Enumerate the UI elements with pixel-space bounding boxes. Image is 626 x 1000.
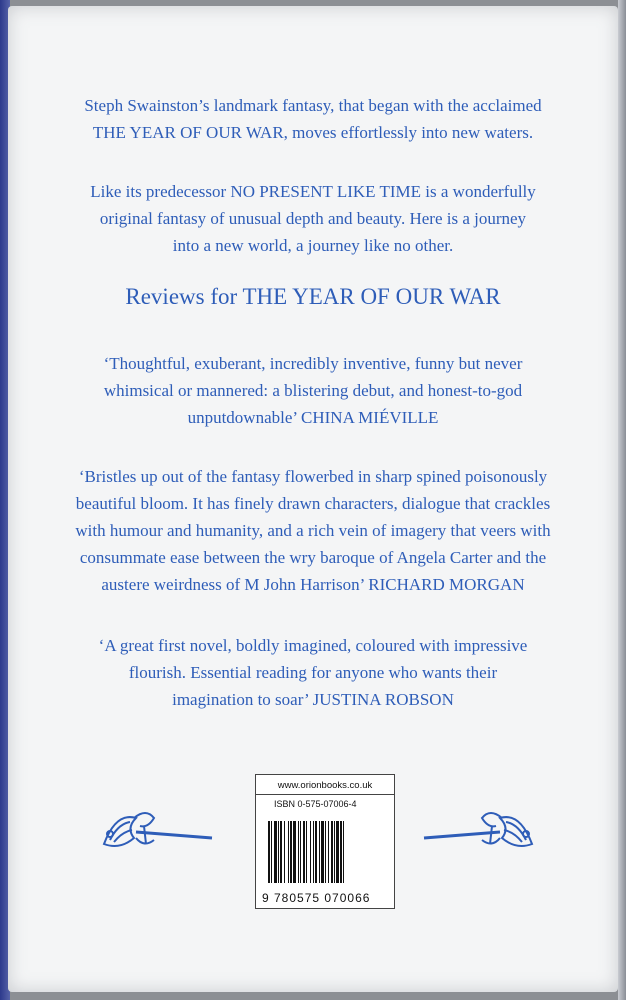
review-line: whimsical or mannered: a blistering debut, and honest-to-god [103, 381, 523, 400]
isbn-number: 9 780575 070066 [262, 891, 371, 905]
barcode [266, 821, 386, 885]
review-line: beautiful bloom. It has finely drawn characters, dialogue that crackles [75, 494, 551, 513]
page-edge [618, 0, 626, 1000]
sword-icon [420, 804, 540, 864]
intro-paragraph-1 [40, 92, 586, 146]
review-line: imagination to soar’ JUSTINA ROBSON [172, 690, 454, 709]
intro-line: Like its predecessor NO PRESENT LIKE TIME is a wonderfully [90, 182, 536, 201]
review-line: consummate ease between the wry baroque of Angela Carter and the [79, 548, 547, 567]
intro-line: Steph Swainston’s landmark fantasy, that began with the acclaimed [84, 96, 542, 115]
intro-line: THE YEAR OF OUR WAR, moves effortlessly into new waters. [92, 123, 534, 142]
review-line: with humour and humanity, and a rich vein of imagery that veers with [75, 521, 551, 540]
intro-line: original fantasy of unusual depth and beauty. Here is a journey [99, 209, 527, 228]
intro-paragraph-2 [40, 178, 586, 259]
isbn-label: ISBN 0-575-07006-4 [274, 799, 357, 809]
review-line: austere weirdness of M John Harrison’ RICHARD MORGAN [101, 575, 525, 594]
review-line: unputdownable’ CHINA MIÉVILLE [187, 408, 439, 427]
review-line: ‘A great first novel, boldly imagined, coloured with impressive [98, 636, 528, 655]
reviews-heading: Reviews for THE YEAR OF OUR WAR [125, 284, 501, 309]
intro-line: into a new world, a journey like no other. [172, 236, 454, 255]
review-line: ‘Bristles up out of the fantasy flowerbed in sharp spined poisonously [78, 467, 548, 486]
review-line: ‘Thoughtful, exuberant, incredibly inventive, funny but never [103, 354, 523, 373]
review-line: flourish. Essential reading for anyone who wants their [128, 663, 498, 682]
review-quote [34, 463, 592, 598]
review-quote [46, 350, 580, 431]
barcode-panel [255, 774, 395, 909]
sword-icon [96, 804, 216, 864]
review-quote [56, 632, 570, 713]
publisher-url: www.orionbooks.co.uk [256, 775, 394, 795]
